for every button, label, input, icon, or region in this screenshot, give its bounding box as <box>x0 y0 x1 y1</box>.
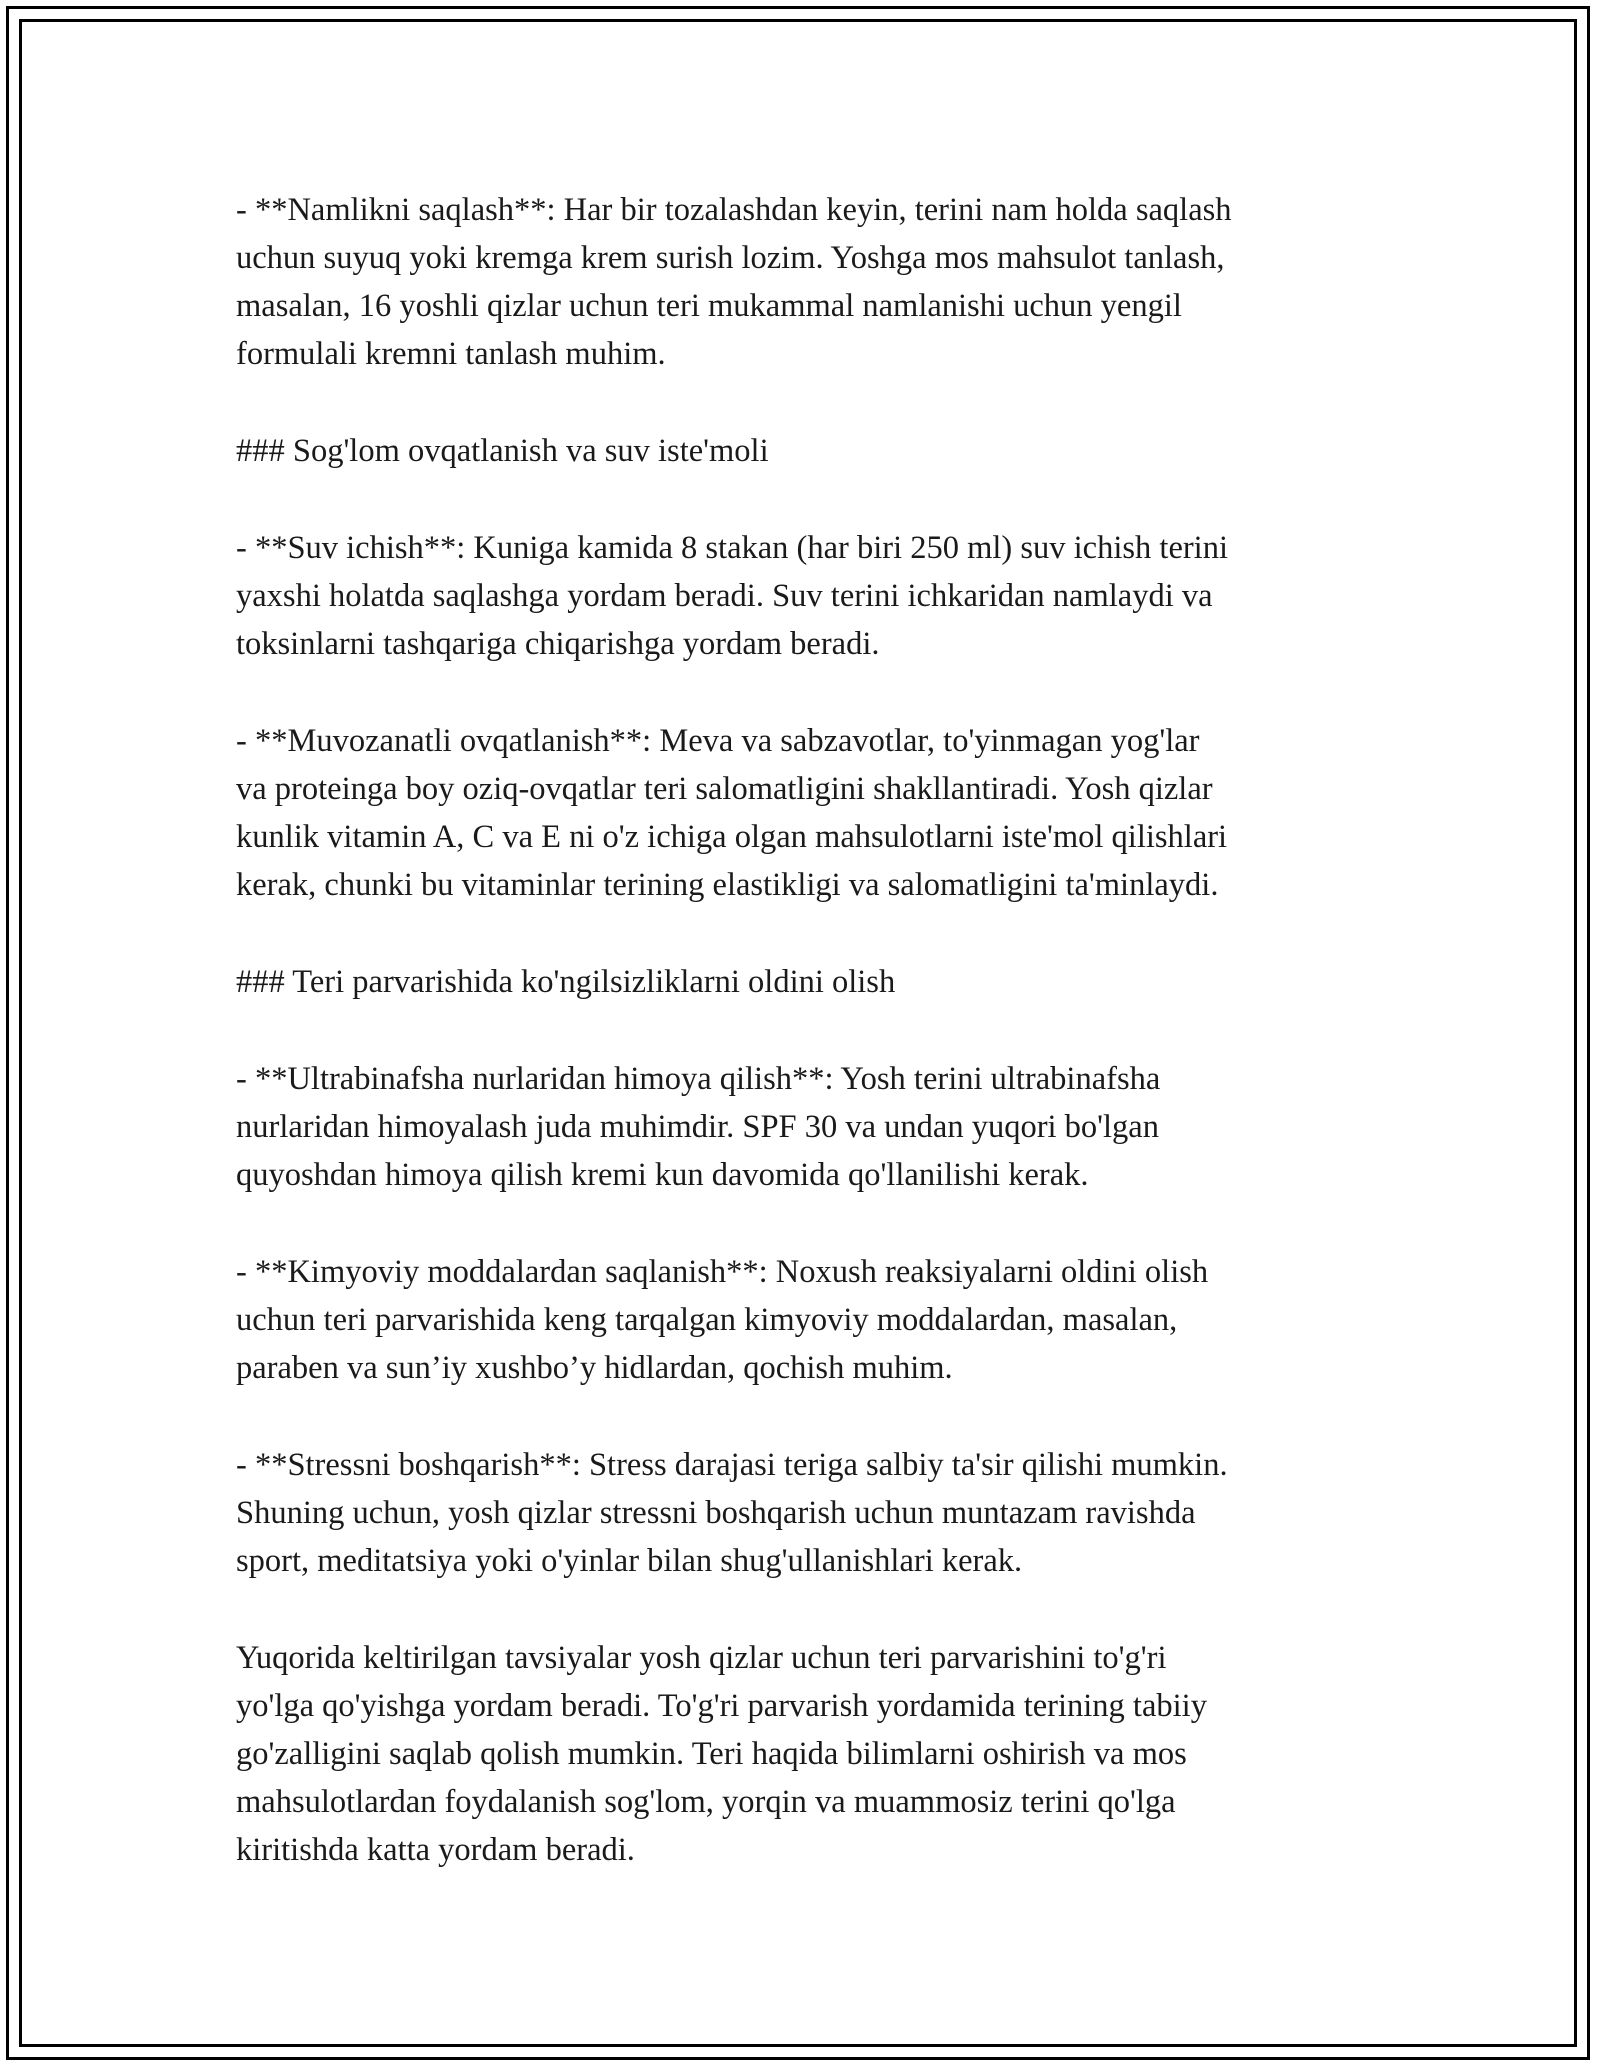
text-line: - **Namlikni saqlash**: Har bir tozalashdan keyin, terini nam holda saqlash <box>236 192 1232 228</box>
text-line: masalan, 16 yoshli qizlar uchun teri mukammal namlanishi uchun yengil <box>236 288 1182 324</box>
heading-text: ### Teri parvarishida ko'ngilsizliklarni oldini olish <box>236 964 896 1000</box>
text-line: toksinlarni tashqariga chiqarishga yordam beradi. <box>236 626 880 662</box>
text-line: Shuning uchun, yosh qizlar stressni boshqarish uchun muntazam ravishda <box>236 1495 1196 1531</box>
paragraph-drinking-water <box>236 524 1376 668</box>
text-line: - **Stressni boshqarish**: Stress darajasi teriga salbiy ta'sir qilishi mumkin. <box>236 1447 1228 1483</box>
paragraph-chemicals <box>236 1248 1376 1392</box>
heading-prevention <box>236 958 1376 1006</box>
text-line: yo'lga qo'yishga yordam beradi. To'g'ri parvarish yordamida terining tabiiy <box>236 1688 1207 1724</box>
text-line: formulali kremni tanlash muhim. <box>236 336 666 372</box>
heading-text: ### Sog'lom ovqatlanish va suv iste'moli <box>236 433 769 469</box>
text-line: - **Ultrabinafsha nurlaridan himoya qilish**: Yosh terini ultrabinafsha <box>236 1061 1161 1097</box>
heading-healthy-eating <box>236 427 1376 475</box>
paragraph-uv-protection <box>236 1055 1376 1199</box>
paragraph-balanced-diet <box>236 717 1376 909</box>
text-line: uchun teri parvarishida keng tarqalgan kimyoviy moddalardan, masalan, <box>236 1302 1178 1338</box>
paragraph-stress <box>236 1441 1376 1585</box>
text-line: kerak, chunki bu vitaminlar terining elastikligi va salomatligini ta'minlaydi. <box>236 867 1219 903</box>
text-line: - **Muvozanatli ovqatlanish**: Meva va sabzavotlar, to'yinmagan yog'lar <box>236 723 1200 759</box>
text-line: - **Kimyoviy moddalardan saqlanish**: Noxush reaksiyalarni oldini olish <box>236 1254 1209 1290</box>
paragraph-moisturizing <box>236 186 1376 378</box>
text-line: yaxshi holatda saqlashga yordam beradi. Suv terini ichkaridan namlaydi va <box>236 578 1213 614</box>
text-line: paraben va sun’iy xushbo’y hidlardan, qochish muhim. <box>236 1350 953 1386</box>
document-body <box>236 186 1376 1874</box>
text-line: nurlaridan himoyalash juda muhimdir. SPF 30 va undan yuqori bo'lgan <box>236 1109 1159 1145</box>
text-line: Yuqorida keltirilgan tavsiyalar yosh qizlar uchun teri parvarishini to'g'ri <box>236 1640 1167 1676</box>
text-line: go'zalligini saqlab qolish mumkin. Teri haqida bilimlarni oshirish va mos <box>236 1736 1187 1772</box>
text-line: mahsulotlardan foydalanish sog'lom, yorqin va muammosiz terini qo'lga <box>236 1784 1176 1820</box>
text-line: kiritishda katta yordam beradi. <box>236 1832 635 1868</box>
text-line: sport, meditatsiya yoki o'yinlar bilan shug'ullanishlari kerak. <box>236 1543 1023 1579</box>
text-line: kunlik vitamin A, C va E ni o'z ichiga olgan mahsulotlarni iste'mol qilishlari <box>236 819 1228 855</box>
text-line: quyoshdan himoya qilish kremi kun davomida qo'llanilishi kerak. <box>236 1157 1089 1193</box>
text-line: va proteinga boy oziq-ovqatlar teri salomatligini shakllantiradi. Yosh qizlar <box>236 771 1213 807</box>
text-line: - **Suv ichish**: Kuniga kamida 8 stakan (har biri 250 ml) suv ichish terini <box>236 530 1228 566</box>
text-line: uchun suyuq yoki kremga krem surish lozim. Yoshga mos mahsulot tanlash, <box>236 240 1225 276</box>
paragraph-conclusion <box>236 1634 1376 1874</box>
